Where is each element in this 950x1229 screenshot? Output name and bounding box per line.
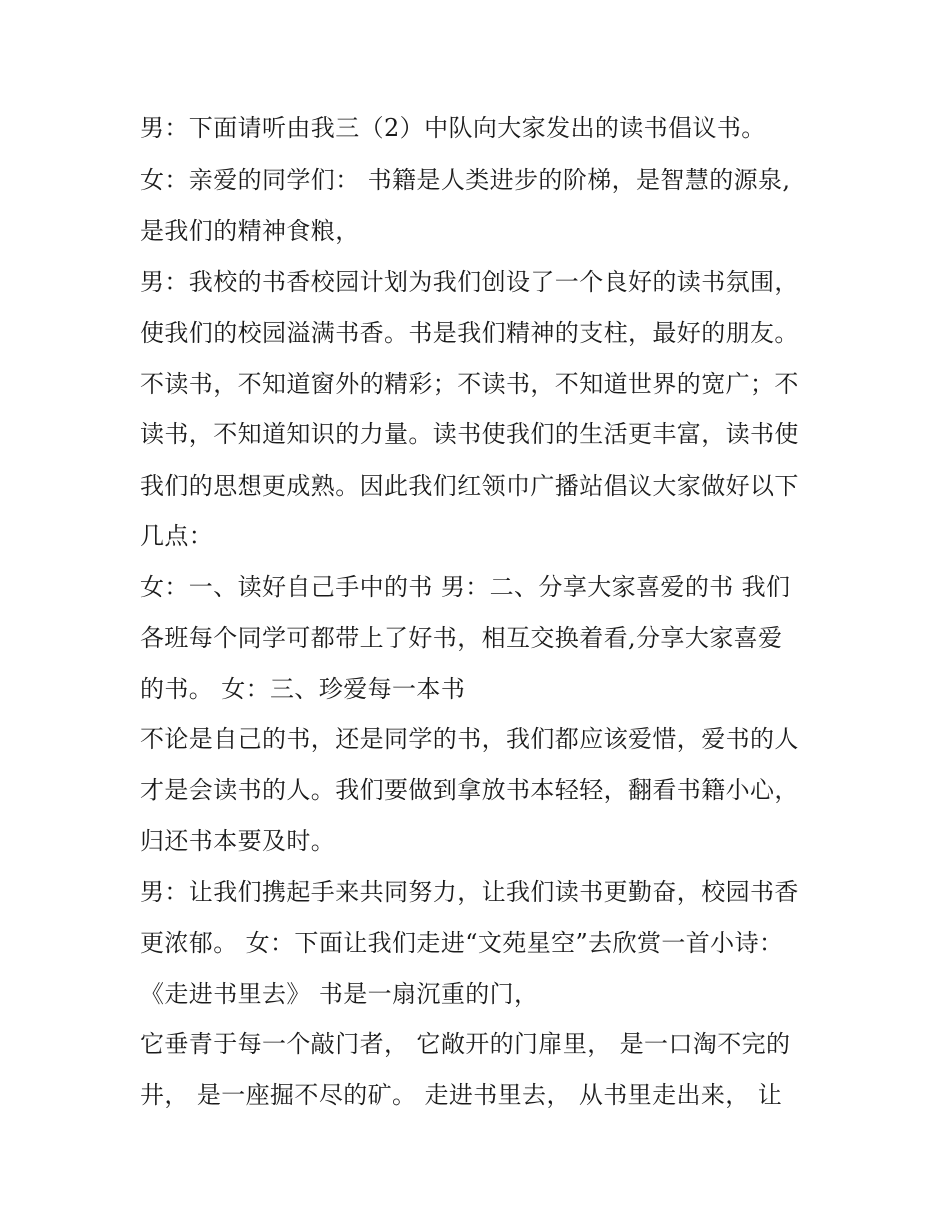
text-line: 不论是自己的书，还是同学的书，我们都应该爱惜，爱书的人 (140, 725, 799, 753)
text-line: 女：亲爱的同学们： 书籍是人类进步的阶梯，是智慧的源泉, (140, 166, 791, 194)
text-line: 各班每个同学可都带上了好书，相互交换着看,分享大家喜爱 (140, 624, 783, 652)
text-line: 几点： (140, 522, 214, 550)
text-line: 男：让我们携起手来共同努力，让我们读书更勤奋，校园书香 (140, 878, 799, 906)
text-line: 我们的思想更成熟。因此我们红领巾广播站倡议大家做好以下 (140, 472, 799, 500)
text-line: 不读书，不知道窗外的精彩；不读书，不知道世界的宽广；不 (140, 370, 799, 398)
text-line: 男：下面请听由我三（2）中队向大家发出的读书倡议书。 (140, 114, 766, 142)
text-line: 使我们的校园溢满书香。书是我们精神的支柱，最好的朋友。 (140, 319, 799, 347)
text-line: 《走进书里去》 书是一扇沉重的门， (140, 980, 539, 1008)
text-line: 的书。 女：三、珍爱每一本书 (140, 675, 466, 703)
text-line: 更浓郁。 女：下面让我们走进“文苑星空”去欣赏一首小诗： (140, 929, 784, 957)
text-line: 才是会读书的人。我们要做到拿放书本轻轻，翻看书籍小心， (140, 776, 799, 804)
text-line: 读书，不知道知识的力量。读书使我们的生活更丰富，读书使 (140, 420, 799, 448)
text-line: 女：一、读好自己手中的书 男：二、分享大家喜爱的书 我们 (140, 573, 791, 601)
text-line: 它垂青于每一个敲门者， 它敞开的门扉里， 是一口淘不完的 (140, 1030, 791, 1058)
text-line: 男：我校的书香校园计划为我们创设了一个良好的读书氛围， (140, 268, 799, 296)
text-line: 归还书本要及时。 (140, 827, 336, 855)
text-line: 是我们的精神食粮， (140, 217, 360, 245)
text-line: 井， 是一座掘不尽的矿。 走进书里去， 从书里走出来， 让 (140, 1081, 783, 1109)
